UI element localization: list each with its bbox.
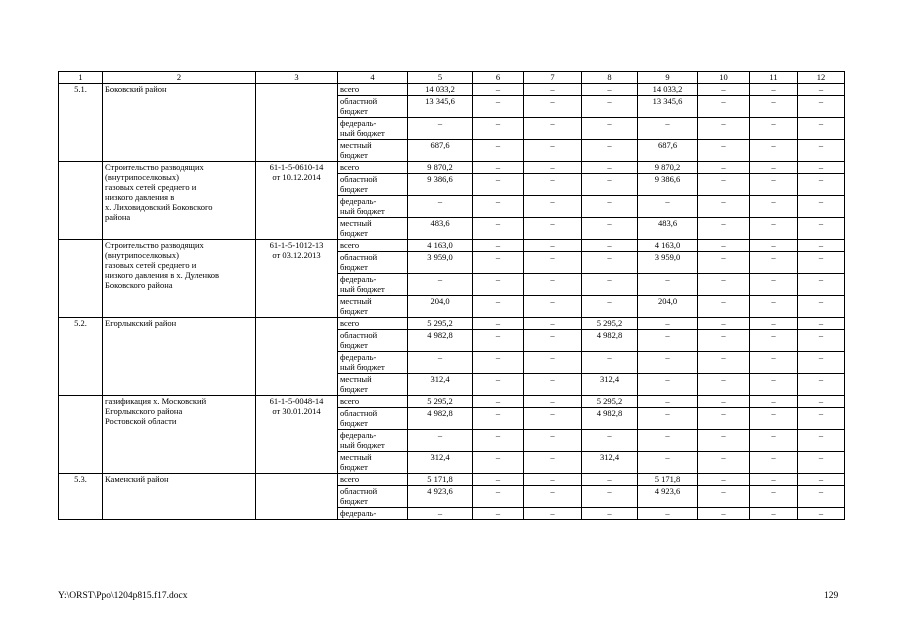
value-cell: –: [798, 508, 845, 520]
header-row: [59, 72, 845, 84]
value-cell: –: [798, 274, 845, 296]
budget-source: федераль- ный бюджет: [338, 352, 408, 374]
value-cell: 312,4: [582, 374, 638, 396]
value-cell: –: [473, 196, 524, 218]
column-header: 12: [798, 72, 845, 84]
value-cell: 4 163,0: [408, 240, 473, 252]
value-cell: –: [638, 508, 698, 520]
row-name: газификация х. Московский Егорлыкского района Ростовской области: [103, 396, 256, 474]
value-cell: 13 345,6: [638, 96, 698, 118]
value-cell: –: [524, 162, 582, 174]
value-cell: –: [473, 396, 524, 408]
value-cell: 9 386,6: [408, 174, 473, 196]
budget-source: всего: [338, 318, 408, 330]
column-header: 1: [59, 72, 103, 84]
value-cell: –: [473, 486, 524, 508]
budget-source: всего: [338, 474, 408, 486]
value-cell: 4 982,8: [582, 408, 638, 430]
value-cell: –: [473, 84, 524, 96]
value-cell: 5 295,2: [408, 396, 473, 408]
value-cell: –: [798, 218, 845, 240]
value-cell: –: [698, 452, 750, 474]
value-cell: 312,4: [408, 374, 473, 396]
value-cell: –: [750, 408, 798, 430]
value-cell: –: [582, 474, 638, 486]
value-cell: –: [750, 508, 798, 520]
value-cell: –: [473, 452, 524, 474]
value-cell: –: [473, 240, 524, 252]
value-cell: –: [698, 296, 750, 318]
value-cell: –: [638, 430, 698, 452]
value-cell: –: [750, 374, 798, 396]
value-cell: –: [750, 296, 798, 318]
value-cell: –: [473, 408, 524, 430]
value-cell: 13 345,6: [408, 96, 473, 118]
value-cell: –: [698, 430, 750, 452]
file-path: Y:\ORST\Ppo\1204p815.f17.docx: [58, 591, 188, 601]
value-cell: –: [798, 430, 845, 452]
value-cell: –: [473, 140, 524, 162]
row-number: [59, 240, 103, 318]
value-cell: –: [524, 196, 582, 218]
value-cell: –: [798, 174, 845, 196]
row-name: Егорлыкский район: [103, 318, 256, 396]
value-cell: –: [750, 474, 798, 486]
row-code: [256, 474, 338, 520]
value-cell: –: [582, 430, 638, 452]
value-cell: –: [698, 84, 750, 96]
value-cell: –: [798, 96, 845, 118]
value-cell: 5 295,2: [582, 396, 638, 408]
value-cell: –: [582, 240, 638, 252]
value-cell: –: [524, 218, 582, 240]
value-cell: –: [750, 174, 798, 196]
value-cell: –: [473, 318, 524, 330]
budget-source: местный бюджет: [338, 374, 408, 396]
value-cell: –: [473, 374, 524, 396]
table-row: [59, 240, 845, 252]
value-cell: –: [798, 296, 845, 318]
value-cell: –: [798, 330, 845, 352]
value-cell: –: [698, 330, 750, 352]
value-cell: –: [798, 352, 845, 374]
table-body: [59, 84, 845, 520]
value-cell: –: [698, 318, 750, 330]
budget-source: всего: [338, 84, 408, 96]
budget-source: местный бюджет: [338, 452, 408, 474]
budget-source: местный бюджет: [338, 296, 408, 318]
table-row: [59, 396, 845, 408]
value-cell: 5 295,2: [408, 318, 473, 330]
value-cell: –: [408, 352, 473, 374]
value-cell: –: [750, 252, 798, 274]
value-cell: –: [473, 352, 524, 374]
budget-source: всего: [338, 240, 408, 252]
value-cell: –: [524, 240, 582, 252]
value-cell: –: [698, 96, 750, 118]
value-cell: –: [524, 408, 582, 430]
value-cell: 312,4: [408, 452, 473, 474]
value-cell: –: [798, 252, 845, 274]
table-row: [59, 84, 845, 96]
value-cell: –: [524, 396, 582, 408]
value-cell: –: [798, 374, 845, 396]
value-cell: –: [582, 140, 638, 162]
value-cell: –: [524, 96, 582, 118]
value-cell: –: [473, 96, 524, 118]
column-header: 5: [408, 72, 473, 84]
value-cell: –: [524, 296, 582, 318]
value-cell: –: [798, 474, 845, 486]
value-cell: –: [473, 508, 524, 520]
value-cell: 5 295,2: [582, 318, 638, 330]
value-cell: 9 870,2: [638, 162, 698, 174]
row-code: [256, 318, 338, 396]
column-header: 3: [256, 72, 338, 84]
value-cell: –: [473, 296, 524, 318]
value-cell: –: [750, 274, 798, 296]
value-cell: –: [698, 252, 750, 274]
value-cell: –: [582, 352, 638, 374]
value-cell: –: [524, 430, 582, 452]
value-cell: 9 870,2: [408, 162, 473, 174]
value-cell: –: [798, 196, 845, 218]
value-cell: –: [750, 430, 798, 452]
value-cell: 4 982,8: [582, 330, 638, 352]
value-cell: –: [408, 508, 473, 520]
value-cell: –: [798, 162, 845, 174]
value-cell: 4 923,6: [408, 486, 473, 508]
row-name: Каменский район: [103, 474, 256, 520]
value-cell: –: [798, 318, 845, 330]
column-header: 6: [473, 72, 524, 84]
value-cell: –: [750, 84, 798, 96]
value-cell: –: [473, 330, 524, 352]
value-cell: 204,0: [638, 296, 698, 318]
value-cell: –: [638, 274, 698, 296]
column-header: 8: [582, 72, 638, 84]
table-row: [59, 318, 845, 330]
budget-source: федераль- ный бюджет: [338, 274, 408, 296]
row-code: 61-1-5-1012-13 от 03.12.2013: [256, 240, 338, 318]
value-cell: –: [582, 274, 638, 296]
value-cell: –: [473, 252, 524, 274]
value-cell: –: [798, 452, 845, 474]
value-cell: –: [638, 452, 698, 474]
value-cell: –: [638, 374, 698, 396]
value-cell: 483,6: [408, 218, 473, 240]
value-cell: –: [638, 118, 698, 140]
value-cell: –: [524, 452, 582, 474]
value-cell: –: [750, 240, 798, 252]
value-cell: –: [582, 96, 638, 118]
budget-source: местный бюджет: [338, 140, 408, 162]
value-cell: –: [750, 318, 798, 330]
value-cell: –: [408, 274, 473, 296]
value-cell: –: [750, 140, 798, 162]
value-cell: –: [408, 196, 473, 218]
value-cell: –: [798, 84, 845, 96]
page-number: 129: [824, 591, 839, 601]
value-cell: –: [798, 140, 845, 162]
value-cell: 687,6: [408, 140, 473, 162]
value-cell: 3 959,0: [638, 252, 698, 274]
value-cell: –: [638, 408, 698, 430]
budget-source: областной бюджет: [338, 486, 408, 508]
budget-source: всего: [338, 396, 408, 408]
value-cell: –: [698, 508, 750, 520]
value-cell: –: [582, 252, 638, 274]
value-cell: –: [524, 118, 582, 140]
budget-source: областной бюджет: [338, 408, 408, 430]
value-cell: –: [524, 474, 582, 486]
value-cell: –: [750, 486, 798, 508]
value-cell: –: [750, 196, 798, 218]
value-cell: –: [698, 174, 750, 196]
value-cell: 4 163,0: [638, 240, 698, 252]
budget-table: [58, 71, 845, 520]
value-cell: –: [698, 396, 750, 408]
value-cell: –: [638, 330, 698, 352]
value-cell: 5 171,8: [638, 474, 698, 486]
value-cell: –: [698, 218, 750, 240]
value-cell: –: [582, 296, 638, 318]
column-header: 4: [338, 72, 408, 84]
value-cell: –: [582, 118, 638, 140]
value-cell: –: [582, 508, 638, 520]
row-number: 5.1.: [59, 84, 103, 162]
value-cell: 3 959,0: [408, 252, 473, 274]
value-cell: 14 033,2: [408, 84, 473, 96]
row-number: 5.3.: [59, 474, 103, 520]
value-cell: –: [750, 352, 798, 374]
value-cell: 687,6: [638, 140, 698, 162]
budget-source: федераль- ный бюджет: [338, 118, 408, 140]
column-header: 9: [638, 72, 698, 84]
column-header: 2: [103, 72, 256, 84]
column-header: 11: [750, 72, 798, 84]
value-cell: –: [698, 240, 750, 252]
value-cell: –: [698, 352, 750, 374]
value-cell: –: [473, 274, 524, 296]
row-number: [59, 396, 103, 474]
value-cell: –: [524, 508, 582, 520]
row-name: Строительство разводящих (внутрипоселковых) газовых сетей среднего и низкого давления в х. Дуленков Боковского района: [103, 240, 256, 318]
value-cell: –: [524, 252, 582, 274]
value-cell: –: [408, 118, 473, 140]
value-cell: –: [750, 96, 798, 118]
value-cell: –: [798, 118, 845, 140]
budget-source: федераль-: [338, 508, 408, 520]
value-cell: –: [698, 118, 750, 140]
value-cell: –: [698, 486, 750, 508]
value-cell: –: [798, 486, 845, 508]
value-cell: 204,0: [408, 296, 473, 318]
row-code: 61-1-5-0610-14 от 10.12.2014: [256, 162, 338, 240]
value-cell: –: [638, 352, 698, 374]
value-cell: –: [524, 174, 582, 196]
value-cell: –: [698, 140, 750, 162]
value-cell: –: [524, 140, 582, 162]
value-cell: –: [582, 174, 638, 196]
budget-source: областной бюджет: [338, 174, 408, 196]
value-cell: –: [638, 318, 698, 330]
value-cell: –: [582, 196, 638, 218]
value-cell: 4 982,8: [408, 408, 473, 430]
value-cell: 5 171,8: [408, 474, 473, 486]
value-cell: 312,4: [582, 452, 638, 474]
table-row: [59, 162, 845, 174]
column-header: 7: [524, 72, 582, 84]
value-cell: –: [798, 240, 845, 252]
table-row: [59, 474, 845, 486]
value-cell: –: [524, 330, 582, 352]
budget-source: федераль- ный бюджет: [338, 196, 408, 218]
value-cell: –: [698, 374, 750, 396]
value-cell: –: [698, 474, 750, 486]
value-cell: –: [524, 84, 582, 96]
row-code: 61-1-5-0048-14 от 30.01.2014: [256, 396, 338, 474]
row-number: [59, 162, 103, 240]
value-cell: –: [524, 352, 582, 374]
value-cell: –: [698, 408, 750, 430]
value-cell: –: [750, 452, 798, 474]
value-cell: –: [582, 218, 638, 240]
value-cell: –: [582, 162, 638, 174]
budget-source: всего: [338, 162, 408, 174]
value-cell: –: [698, 196, 750, 218]
budget-source: областной бюджет: [338, 252, 408, 274]
row-code: [256, 84, 338, 162]
value-cell: –: [750, 218, 798, 240]
value-cell: 4 923,6: [638, 486, 698, 508]
value-cell: –: [473, 174, 524, 196]
value-cell: 4 982,8: [408, 330, 473, 352]
value-cell: –: [582, 84, 638, 96]
value-cell: –: [798, 408, 845, 430]
value-cell: –: [582, 486, 638, 508]
value-cell: –: [638, 196, 698, 218]
value-cell: –: [473, 118, 524, 140]
row-number: 5.2.: [59, 318, 103, 396]
value-cell: –: [698, 162, 750, 174]
value-cell: 483,6: [638, 218, 698, 240]
value-cell: –: [524, 374, 582, 396]
column-header: 10: [698, 72, 750, 84]
value-cell: –: [473, 218, 524, 240]
value-cell: –: [750, 396, 798, 408]
value-cell: –: [524, 318, 582, 330]
value-cell: –: [473, 430, 524, 452]
budget-source: областной бюджет: [338, 330, 408, 352]
value-cell: –: [408, 430, 473, 452]
value-cell: –: [473, 474, 524, 486]
value-cell: –: [798, 396, 845, 408]
value-cell: –: [750, 330, 798, 352]
value-cell: 9 386,6: [638, 174, 698, 196]
row-name: Строительство разводящих (внутрипоселковых) газовых сетей среднего и низкого давления в х. Лиховидовский Боковского района: [103, 162, 256, 240]
value-cell: –: [698, 274, 750, 296]
value-cell: –: [524, 486, 582, 508]
value-cell: 14 033,2: [638, 84, 698, 96]
value-cell: –: [473, 162, 524, 174]
value-cell: –: [524, 274, 582, 296]
value-cell: –: [638, 396, 698, 408]
budget-source: федераль- ный бюджет: [338, 430, 408, 452]
row-name: Боковский район: [103, 84, 256, 162]
budget-source: областной бюджет: [338, 96, 408, 118]
value-cell: –: [750, 118, 798, 140]
budget-source: местный бюджет: [338, 218, 408, 240]
value-cell: –: [750, 162, 798, 174]
